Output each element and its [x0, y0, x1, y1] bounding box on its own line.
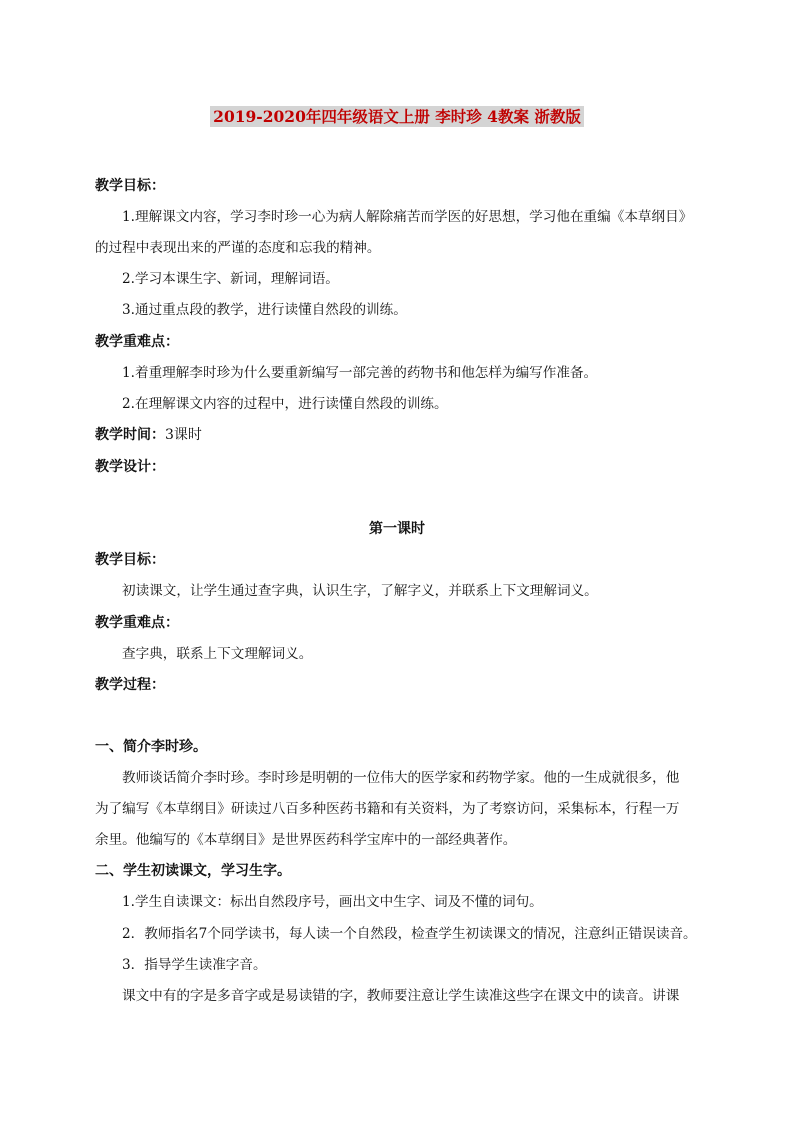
- step-2-item-1: 1.学生自读课文：标出自然段序号，画出文中生字、词及不懂的词句。: [122, 894, 543, 910]
- time-value: 3课时: [165, 427, 202, 443]
- step-2-item-3: 3．指导学生读准字音。: [122, 957, 267, 973]
- step-2-item-2: 2．教师指名7个同学读书，每人读一个自然段，检查学生初读课文的情况，注意纠正错误读音。: [122, 926, 697, 942]
- step-1-heading: 一、简介李时珍。: [95, 739, 207, 755]
- goal-1-line-2: 的过程中表现出来的严谨的态度和忘我的精神。: [95, 240, 381, 256]
- lesson-1-goals-heading: 教学目标：: [95, 552, 165, 568]
- goal-1-line-1: 1.理解课文内容，学习李时珍一心为病人解除痛苦而学医的好思想，学习他在重编《本草纲目》: [122, 209, 693, 225]
- design-heading: 教学设计：: [95, 459, 165, 475]
- goal-2: 2.学习本课生字、新词，理解词语。: [122, 271, 339, 287]
- title-text: 2019-2020年四年级语文上册 李时珍 4教案 浙教版: [210, 106, 584, 127]
- step-1-line-1: 教师谈话简介李时珍。李时珍是明朝的一位伟大的医学家和药物学家。他的一生成就很多，他: [122, 770, 680, 786]
- lesson-1-title: 第一课时: [369, 521, 425, 537]
- lesson-1-difficulty-heading: 教学重难点：: [95, 615, 179, 631]
- step-1-line-3: 余里。他编写的《本草纲目》是世界医药科学宝库中的一部经典著作。: [95, 832, 517, 848]
- step-1-line-2: 为了编写《本草纲目》研读过八百多种医药书籍和有关资料，为了考察访问，采集标本，行程一万: [95, 801, 680, 817]
- step-2-paragraph: 课文中有的字是多音字或是易读错的字，教师要注意让学生读准这些字在课文中的读音。讲课: [122, 988, 680, 1004]
- teaching-time: [95, 426, 202, 444]
- difficulty-1: 1.着重理解李时珍为什么要重新编写一部完善的药物书和他怎样为编写作准备。: [122, 365, 598, 381]
- lesson-1-process-heading: 教学过程：: [95, 677, 165, 693]
- lesson-1-goal: 初读课文，让学生通过查字典，认识生字，了解字义，并联系上下文理解词义。: [122, 583, 598, 599]
- time-heading: 教学时间：: [95, 427, 165, 443]
- difficulty-2: 2.在理解课文内容的过程中，进行读懂自然段的训练。: [122, 396, 448, 412]
- goals-heading: 教学目标：: [95, 178, 165, 194]
- goal-3: 3.通过重点段的教学，进行读懂自然段的训练。: [122, 302, 407, 318]
- step-2-heading: 二、学生初读课文，学习生字。: [95, 863, 291, 879]
- document-title: [0, 106, 794, 127]
- lesson-1-difficulty: 查字典，联系上下文理解词义。: [122, 646, 313, 662]
- difficulty-heading: 教学重难点：: [95, 334, 179, 350]
